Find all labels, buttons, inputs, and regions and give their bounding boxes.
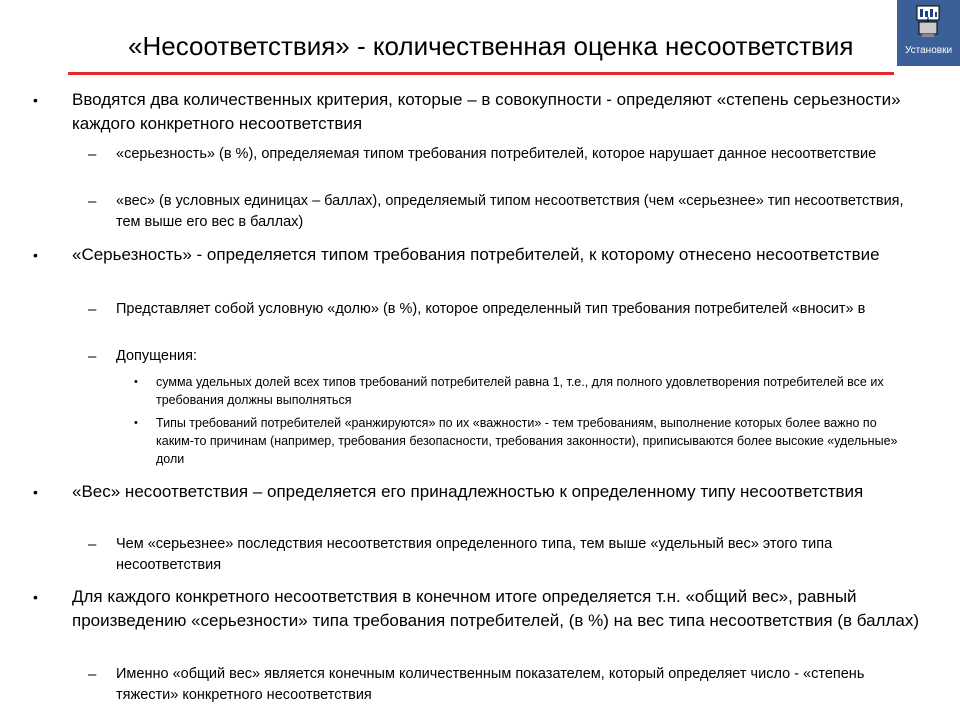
list-item: Допущения: [116, 348, 197, 364]
dash-marker: – [88, 348, 97, 365]
dash-marker: – [88, 193, 97, 210]
list-item: Именно «общий вес» является конечным количественным показателем, который определяет число - «степень тяжести» конкретного несоответствия [116, 666, 865, 703]
slide-title: «Несоответствия» - количественная оценка несоответствия [128, 31, 854, 61]
bullet-marker: • [33, 92, 38, 108]
list-item: Для каждого конкретного несоответствия в конечном итоге определяется т.н. «общий вес», равный произведению «серьезности» типа требования потребителей, (в %) на вес типа несоответствия (в баллах) [72, 587, 920, 630]
list-item: Представляет собой условную «долю» (в %), которое определенный тип требования потребителей «вносит» в [116, 301, 866, 317]
bullet-marker: • [33, 589, 38, 605]
list-item: «Вес» несоответствия – определяется его принадлежностью к определенному типу несоответствия [72, 482, 864, 501]
list-item: «вес» (в условных единицах – баллах), определяемый типом несоответствия (чем «серьезнее» тип несоответствия, тем выше его вес в баллах) [116, 193, 904, 230]
sub-bullet-marker: • [134, 417, 138, 429]
dash-marker: – [88, 666, 97, 683]
bullet-marker: • [33, 247, 38, 263]
dash-marker: – [88, 536, 97, 553]
list-item: Чем «серьезнее» последствия несоответствия определенного типа, тем выше «удельный вес» этого типа несоответствия [116, 536, 833, 573]
settings-label: Установки [904, 45, 953, 56]
bullet-marker: • [33, 484, 38, 500]
list-item: Типы требований потребителей «ранжируются» по их «важности» - тем требованиям, выполнение которых более важно по каким-то причинам (например, требования безопасности, требования законности), приписываются более высокие «удельные» доли [156, 416, 898, 466]
list-item: «серьезность» (в %), определяемая типом требования потребителей, которое нарушает данное несоответствие [116, 146, 877, 162]
list-item: Вводятся два количественных критерия, которые – в совокупности - определяют «степень серьезности» каждого конкретного несоответствия [72, 90, 901, 133]
dash-marker: – [88, 146, 97, 163]
sub-bullet-marker: • [134, 376, 138, 388]
dash-marker: – [88, 301, 97, 318]
list-item: «Серьезность» - определяется типом требования потребителей, к которому отнесено несоответствие [72, 245, 880, 264]
list-item: сумма удельных долей всех типов требований потребителей равна 1, т.е., для полного удовлетворения потребителей все их требования должны выполняться [156, 375, 884, 407]
